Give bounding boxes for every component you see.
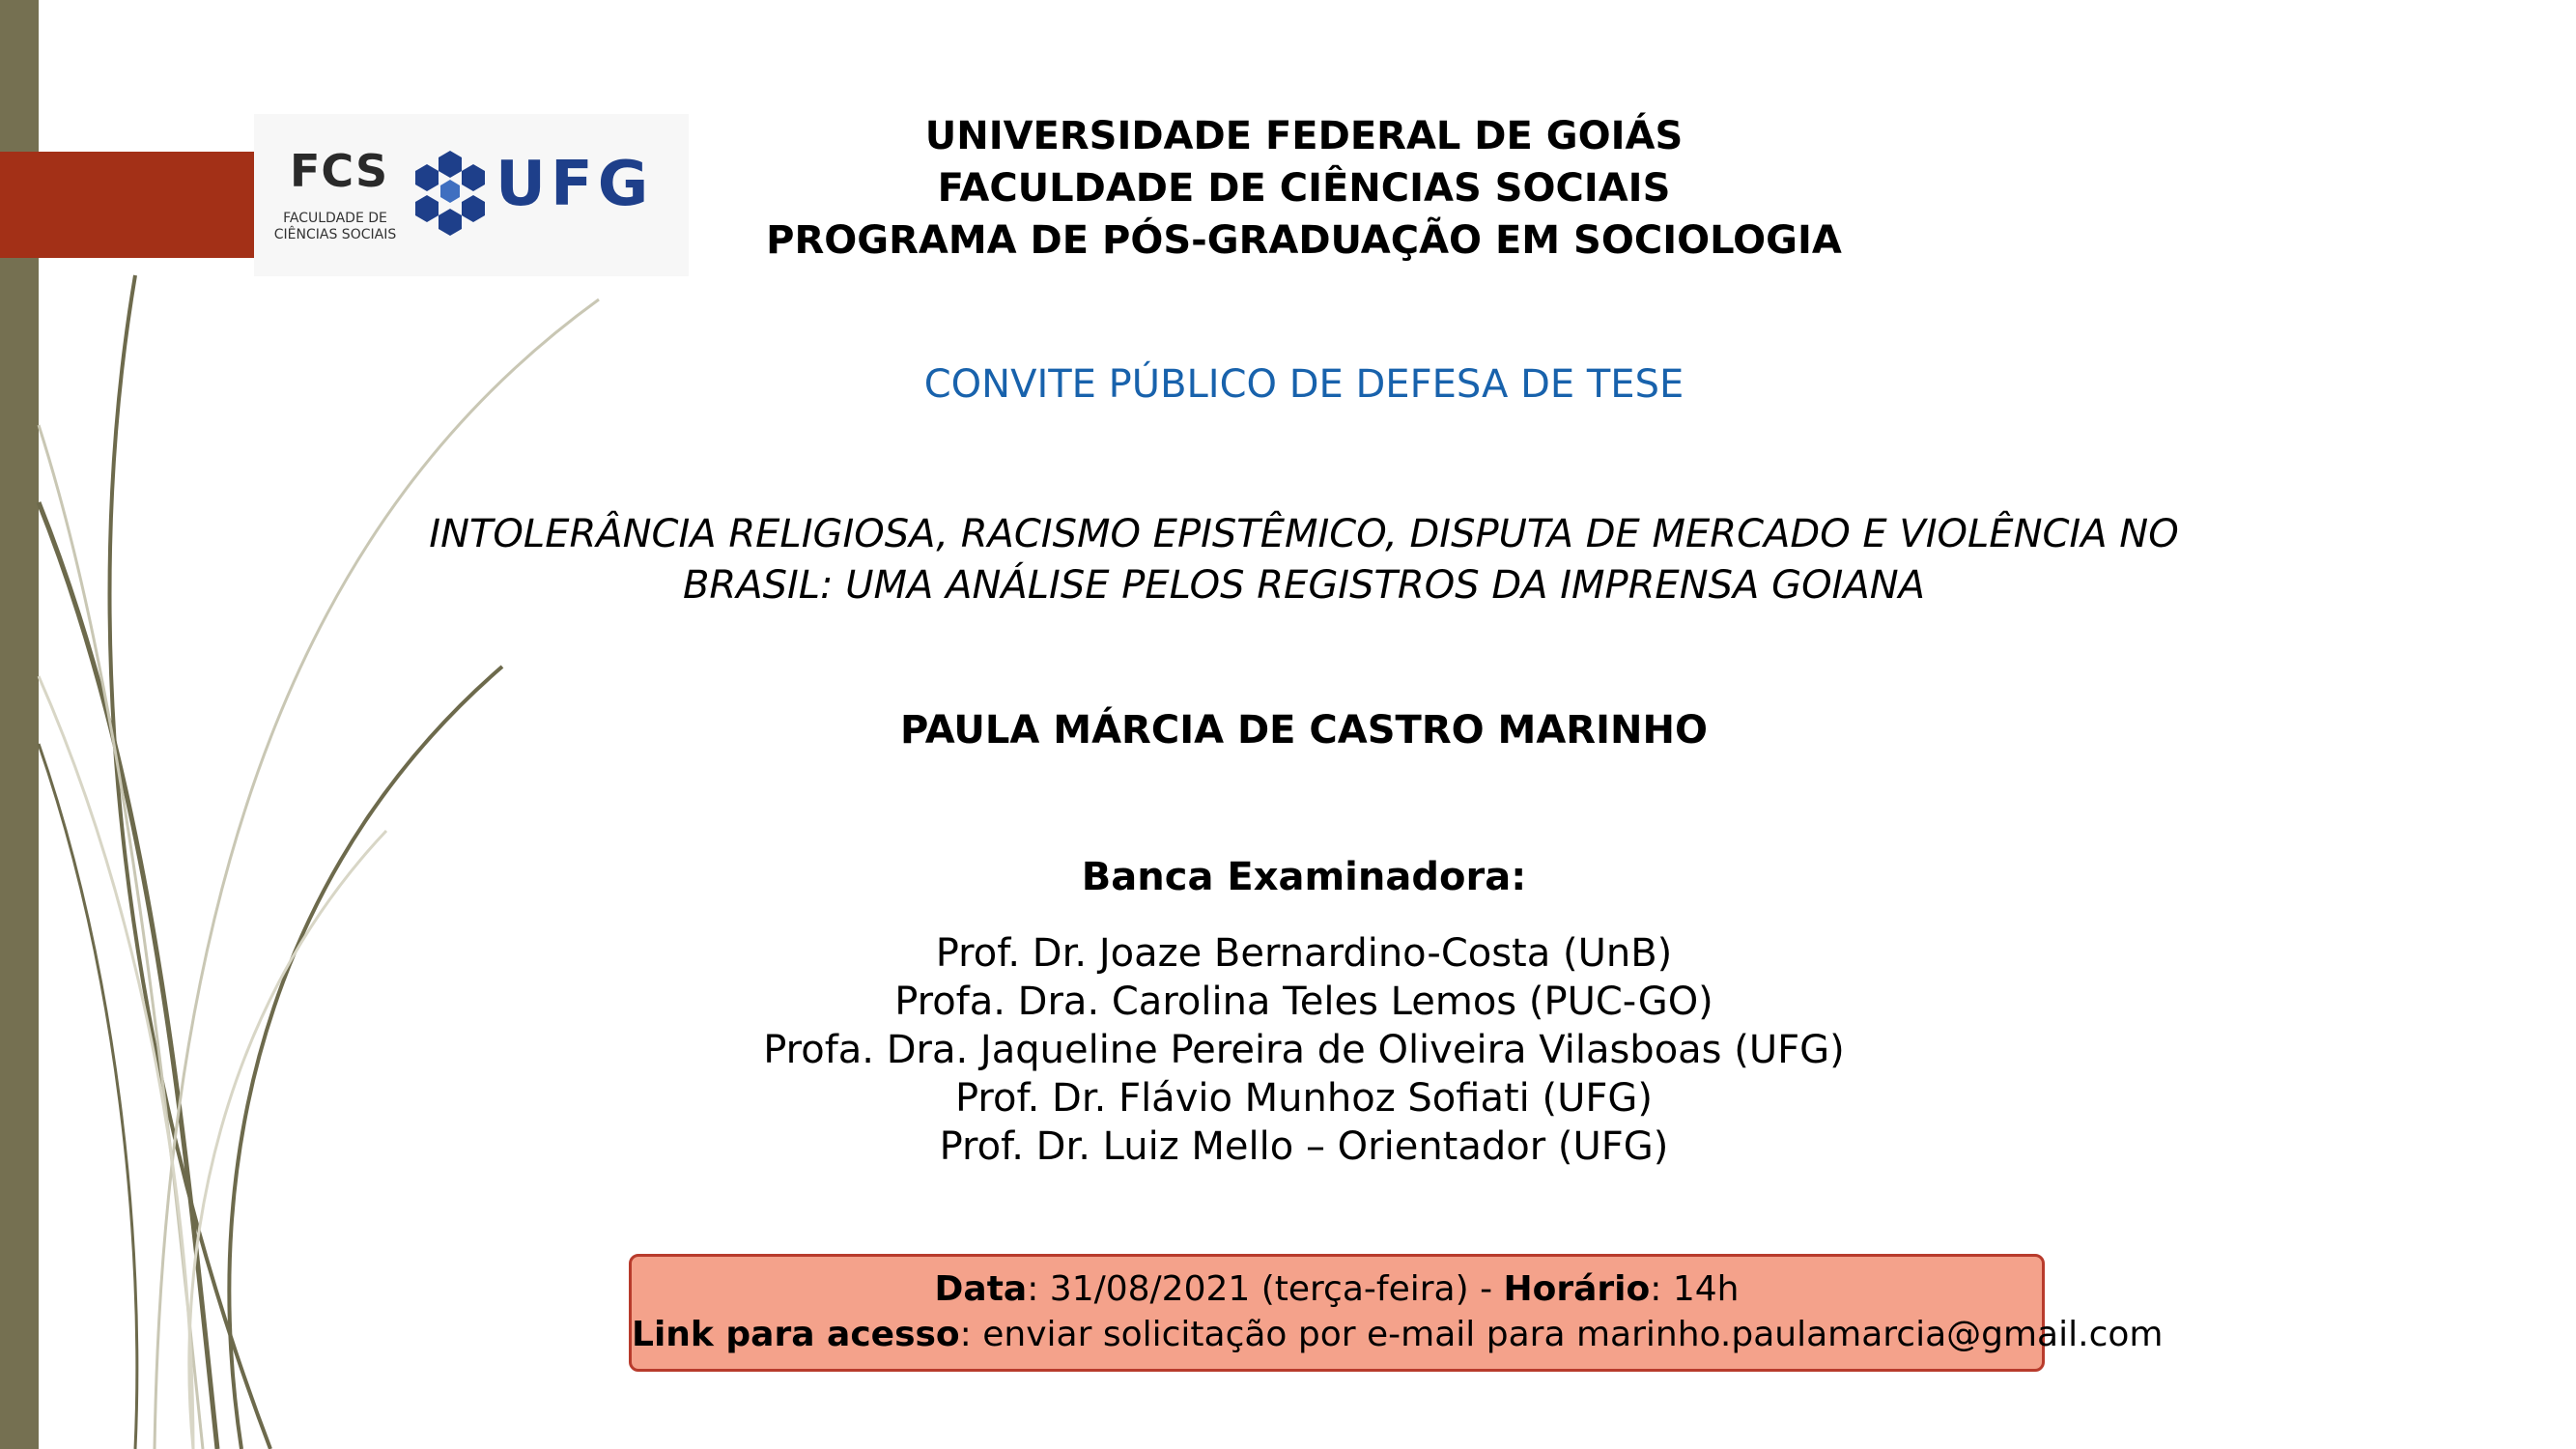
defense-info-box: [629, 1254, 2164, 1372]
ufg-logo-text: UFG: [495, 149, 654, 220]
committee-member: Prof. Dr. Flávio Munhoz Sofiati (UFG): [955, 1076, 1653, 1121]
institution-header: [367, 110, 2241, 267]
time-value: : 14h: [1650, 1269, 1740, 1309]
access-link-line: [632, 1312, 2164, 1357]
committee-member: Prof. Dr. Joaze Bernardino-Costa (UnB): [935, 931, 1673, 976]
thesis-title-line-1: INTOLERÂNCIA RELIGIOSA, RACISMO EPISTÊMICO, DISPUTA DE MERCADO E VIOLÊNCIA NO: [429, 512, 2179, 556]
date-value: : 31/08/2021 (terça-feira) -: [1027, 1269, 1504, 1309]
invitation-heading: CONVITE PÚBLICO DE DEFESA DE TESE: [923, 362, 1684, 407]
author-name: PAULA MÁRCIA DE CASTRO MARINHO: [900, 708, 1708, 753]
program-name: PROGRAMA DE PÓS-GRADUAÇÃO EM SOCIOLOGIA: [766, 218, 1842, 263]
date-label: Data: [934, 1269, 1028, 1309]
university-name: UNIVERSIDADE FEDERAL DE GOIÁS: [924, 114, 1684, 158]
access-link-value[interactable]: : enviar solicitação por e-mail para marinho.paulamarcia@gmail.com: [959, 1315, 2164, 1354]
committee-members: [367, 929, 2241, 1171]
date-time-line: [632, 1266, 2042, 1312]
time-label: Horário: [1503, 1269, 1651, 1309]
committee-member: Prof. Dr. Luiz Mello – Orientador (UFG): [939, 1124, 1669, 1169]
faculty-name: FACULDADE DE CIÊNCIAS SOCIAIS: [937, 166, 1671, 211]
committee-label: Banca Examinadora:: [1081, 855, 1527, 899]
thesis-title-line-2: BRASIL: UMA ANÁLISE PELOS REGISTROS DA IMPRENSA GOIANA: [682, 563, 1926, 608]
fcs-logo-subtitle: FACULDADE DE CIÊNCIAS SOCIAIS: [273, 211, 397, 242]
committee-member: Profa. Dra. Carolina Teles Lemos (PUC-GO): [894, 980, 1713, 1024]
access-link-label: Link para acesso: [632, 1315, 960, 1354]
committee-member: Profa. Dra. Jaqueline Pereira de Oliveira Vilasboas (UFG): [763, 1028, 1845, 1072]
red-accent-bar: [0, 152, 254, 258]
fcs-logo-text: FCS: [290, 145, 389, 197]
thesis-title: [367, 509, 2241, 611]
